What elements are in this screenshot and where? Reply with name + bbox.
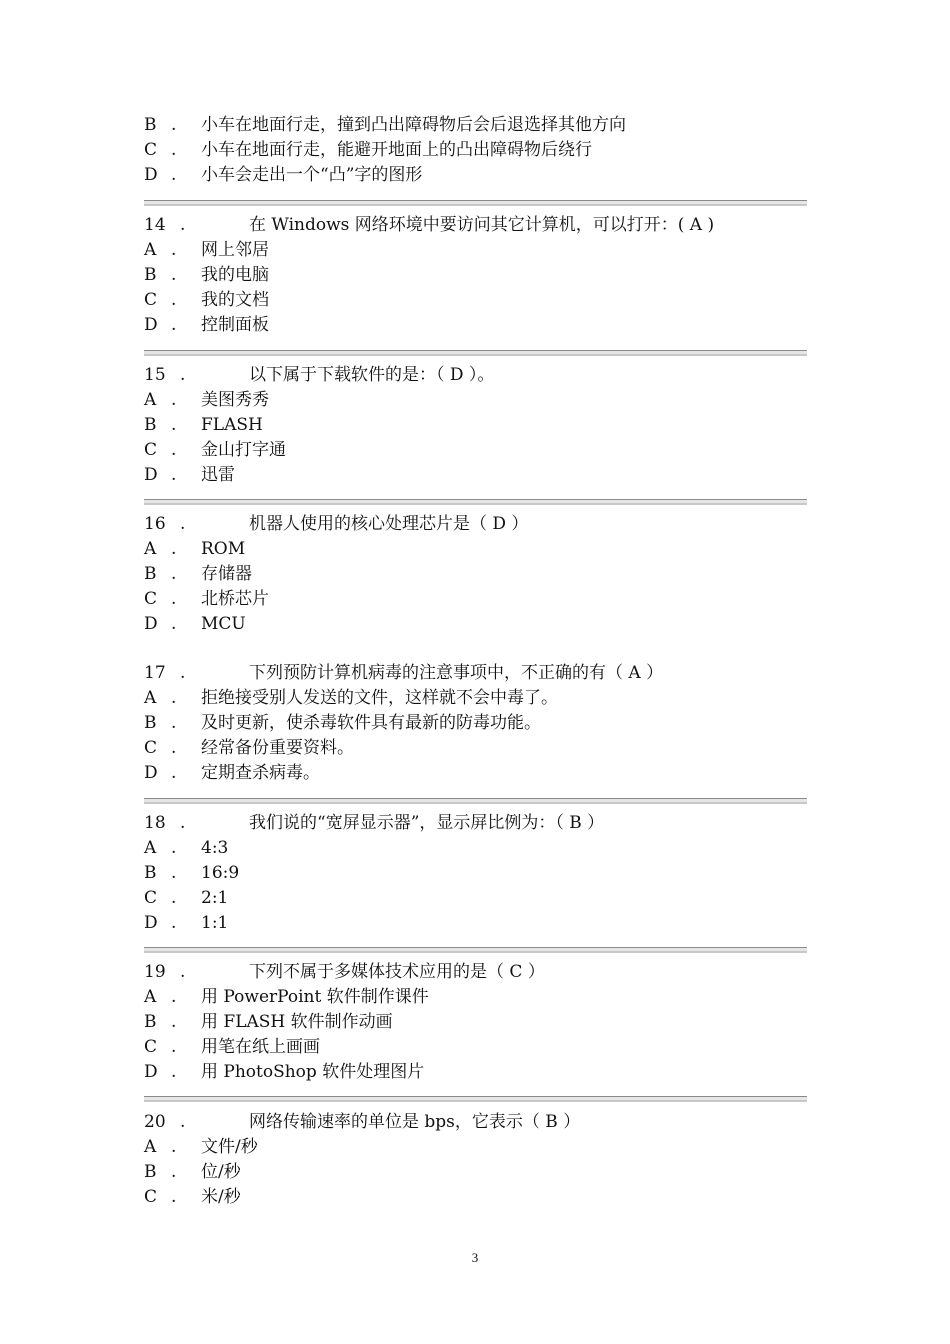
option-dot: . <box>171 240 177 260</box>
question-dot: . <box>180 365 186 385</box>
option-letter: A <box>144 390 157 410</box>
option-dot: . <box>171 564 177 584</box>
option-letter: C <box>144 440 158 460</box>
option-dot: . <box>171 688 177 708</box>
option-dot: . <box>171 165 177 185</box>
question-dot: . <box>180 1112 186 1132</box>
option-text: 1:1 <box>201 913 229 933</box>
section-divider <box>144 200 807 206</box>
option-text: 我的电脑 <box>201 265 269 285</box>
option-text: 用 PowerPoint 软件制作课件 <box>201 987 429 1007</box>
section-divider <box>144 499 807 505</box>
option-text: 小车在地面行走，撞到凸出障碍物后会后退选择其他方向 <box>201 115 626 135</box>
option-letter: A <box>144 539 157 559</box>
option-letter: C <box>144 738 158 758</box>
option-dot: . <box>171 465 177 485</box>
question-number: 17 <box>144 663 166 683</box>
option-letter: B <box>144 713 157 733</box>
option-dot: . <box>171 315 177 335</box>
option-text: 拒绝接受别人发送的文件，这样就不会中毒了。 <box>201 688 558 708</box>
option-letter: C <box>144 1037 158 1057</box>
question-text: 网络传输速率的单位是 bps，它表示（ B ） <box>249 1112 581 1132</box>
question-number: 16 <box>144 514 166 534</box>
option-letter: A <box>144 688 157 708</box>
option-letter: D <box>144 1062 158 1082</box>
question-number: 14 <box>144 215 166 235</box>
option-letter: B <box>144 863 157 883</box>
option-text: 用笔在纸上画画 <box>201 1037 320 1057</box>
option-dot: . <box>171 738 177 758</box>
option-letter: B <box>144 265 157 285</box>
option-dot: . <box>171 1037 177 1057</box>
option-text: 北桥芯片 <box>201 589 269 609</box>
option-text: 小车会走出一个“凸”字的图形 <box>201 165 423 185</box>
option-letter: D <box>144 614 158 634</box>
option-dot: . <box>171 589 177 609</box>
question-number: 20 <box>144 1112 166 1132</box>
option-dot: . <box>171 415 177 435</box>
page-number: 3 <box>471 1250 479 1265</box>
option-letter: B <box>144 415 157 435</box>
option-dot: . <box>171 115 177 135</box>
option-text: 2:1 <box>201 888 229 908</box>
option-dot: . <box>171 140 177 160</box>
section-divider <box>144 1096 807 1102</box>
option-text: 美图秀秀 <box>201 390 269 410</box>
section-divider <box>144 947 807 953</box>
question-dot: . <box>180 962 186 982</box>
question-text: 机器人使用的核心处理芯片是（ D ） <box>249 514 529 534</box>
option-letter: D <box>144 165 158 185</box>
option-letter: A <box>144 240 157 260</box>
option-text: FLASH <box>201 415 263 435</box>
option-letter: C <box>144 290 158 310</box>
option-dot: . <box>171 1062 177 1082</box>
option-letter: C <box>144 888 158 908</box>
option-letter: D <box>144 763 158 783</box>
option-text: 及时更新，使杀毒软件具有最新的防毒功能。 <box>201 713 541 733</box>
option-dot: . <box>171 763 177 783</box>
section-divider <box>144 798 807 804</box>
option-letter: D <box>144 913 158 933</box>
option-text: MCU <box>201 614 246 634</box>
option-text: 定期查杀病毒。 <box>201 763 320 783</box>
option-dot: . <box>171 863 177 883</box>
option-letter: A <box>144 987 157 1007</box>
option-letter: A <box>144 838 157 858</box>
option-text: ROM <box>201 539 246 559</box>
option-text: 我的文档 <box>201 290 269 310</box>
question-text: 我们说的“宽屏显示器”，显示屏比例为：（ B ） <box>249 813 605 833</box>
option-dot: . <box>171 390 177 410</box>
option-letter: D <box>144 315 158 335</box>
option-letter: A <box>144 1137 157 1157</box>
question-dot: . <box>180 813 186 833</box>
option-text: 用 PhotoShop 软件处理图片 <box>201 1062 425 1082</box>
option-letter: B <box>144 115 157 135</box>
option-letter: C <box>144 589 158 609</box>
option-text: 经常备份重要资料。 <box>201 738 354 758</box>
option-letter: C <box>144 1187 158 1207</box>
section-divider <box>144 350 807 356</box>
option-dot: . <box>171 1137 177 1157</box>
option-dot: . <box>171 440 177 460</box>
option-dot: . <box>171 614 177 634</box>
question-dot: . <box>180 215 186 235</box>
option-text: 金山打字通 <box>201 440 286 460</box>
option-text: 4:3 <box>201 838 229 858</box>
question-text: 在 Windows 网络环境中要访问其它计算机，可以打开：( A ) <box>249 215 715 235</box>
option-dot: . <box>171 838 177 858</box>
option-letter: C <box>144 140 158 160</box>
option-dot: . <box>171 913 177 933</box>
question-number: 18 <box>144 813 166 833</box>
option-text: 米/秒 <box>201 1187 241 1207</box>
option-text: 用 FLASH 软件制作动画 <box>201 1012 393 1032</box>
option-dot: . <box>171 888 177 908</box>
question-text: 以下属于下载软件的是：（ D ）。 <box>249 365 495 385</box>
option-text: 迅雷 <box>201 465 235 485</box>
option-dot: . <box>171 265 177 285</box>
option-letter: B <box>144 1012 157 1032</box>
option-text: 网上邻居 <box>201 240 269 260</box>
question-number: 19 <box>144 962 166 982</box>
option-text: 存储器 <box>201 564 252 584</box>
question-text: 下列预防计算机病毒的注意事项中，不正确的有（ A ） <box>249 663 664 683</box>
option-dot: . <box>171 1012 177 1032</box>
option-text: 小车在地面行走，能避开地面上的凸出障碍物后绕行 <box>201 140 592 160</box>
option-dot: . <box>171 290 177 310</box>
option-dot: . <box>171 1162 177 1182</box>
option-dot: . <box>171 713 177 733</box>
option-text: 文件/秒 <box>201 1137 258 1157</box>
option-letter: D <box>144 465 158 485</box>
option-dot: . <box>171 1187 177 1207</box>
option-letter: B <box>144 564 157 584</box>
option-dot: . <box>171 539 177 559</box>
option-letter: B <box>144 1162 157 1182</box>
question-dot: . <box>180 514 186 534</box>
question-dot: . <box>180 663 186 683</box>
question-text: 下列不属于多媒体技术应用的是（ C ） <box>249 962 545 982</box>
option-text: 16:9 <box>201 863 240 883</box>
option-text: 控制面板 <box>201 315 269 335</box>
option-text: 位/秒 <box>201 1162 241 1182</box>
question-number: 15 <box>144 365 166 385</box>
option-dot: . <box>171 987 177 1007</box>
